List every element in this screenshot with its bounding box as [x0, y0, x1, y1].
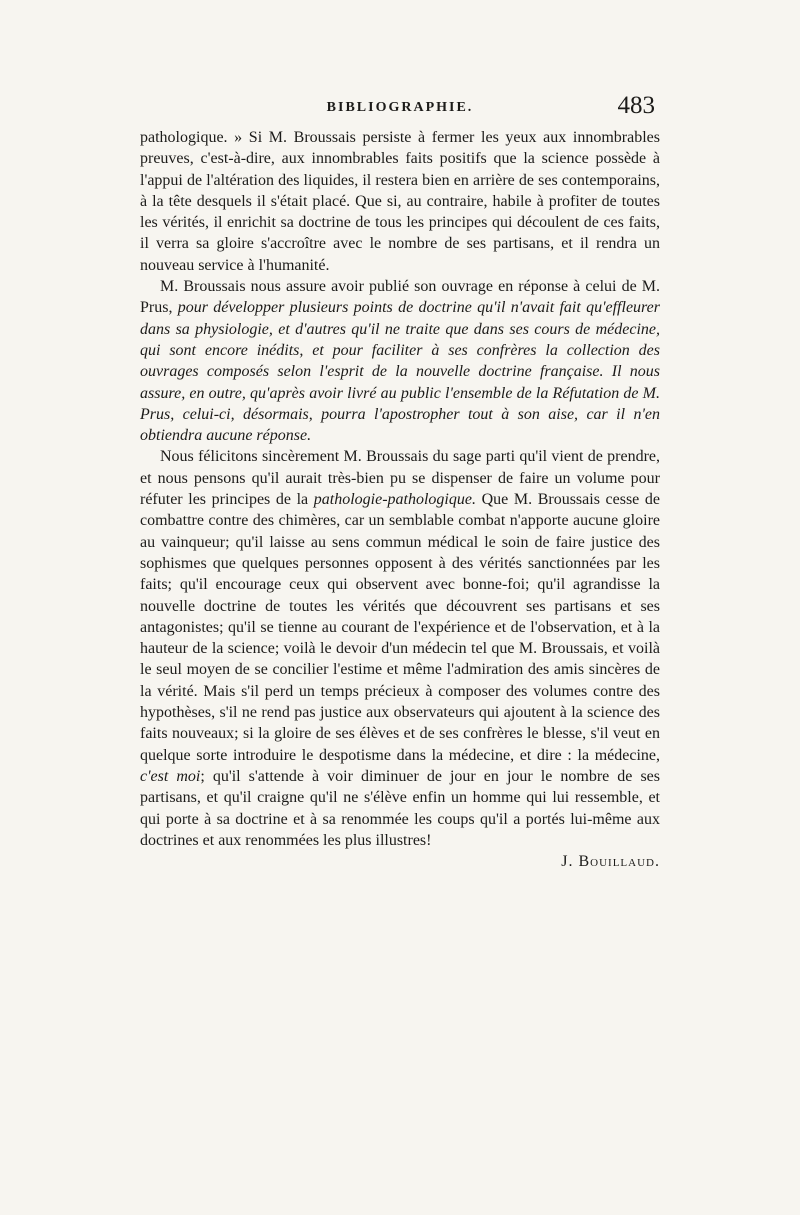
paragraph-1	[140, 127, 660, 276]
paragraph-3	[140, 446, 660, 851]
paragraph-3-text-c: ; qu'il s'attende à voir diminuer de jour en jour le nombre de ses partisans, et qu'il craigne qu'il ne s'élève enfin un homme qui lui ressemble, et qui porte à sa doctrine et à sa renommée les coups qu'il a portés lui-même aux doctrines et aux renommées les plus illustres!	[140, 767, 661, 849]
author-signature: J. Bouillaud.	[561, 853, 660, 871]
paragraph-2-italic-text: pour développer plusieurs points de doctrine qu'il n'avait fait qu'effleurer dans sa physiologie, et d'autres qu'il ne traite que dans ses cours de médecine, qui sont encore inédits, et pour faciliter à ses confrères la collection des ouvrages composés selon l'esprit de la nouvelle doctrine française. Il nous assure, en outre, qu'après avoir livré au public l'ensemble de la Réfutation de M. Prus, celui-ci, désormais, pourra l'apostropher tout à son aise, car il n'en obtiendra aucune réponse.	[140, 299, 661, 445]
paragraph-3-text-b: Que M. Broussais cesse de combattre contre des chimères, car un semblable combat n'apporte aucune gloire au vainqueur; qu'il laisse au sens commun médical le soin de faire justice des sophismes que quelques personnes opposent à des vérités sanctionnées par les faits; qu'il encourage ceux qui observent avec bonne-foi; qu'il agrandisse la nouvelle doctrine de toutes les vérités que découvrent ses partisans et ses antagonistes; qu'il se tienne au courant de l'expérience et de l'observation, et à la hauteur de la science; voilà le devoir d'un médecin tel que M. Broussais, et voilà le seul moyen de se concilier l'estime et même l'admiration des amis sincères de la vérité. Mais s'il perd un temps précieux à composer des volumes contre des hypothèses, s'il ne rend pas justice aux observateurs qui ajoutent à la science des faits nouveaux; si la gloire de ses élèves et de ses confrères le blesse, s'il veut en quelque sorte introduire le despotisme dans la médecine, et dire : la médecine,	[140, 491, 661, 764]
paragraph-3-text-a: Nous félicitons sincèrement M. Broussais du sage parti qu'il vient de prendre, et nous pensons qu'il aurait très-bien pu se dispenser de faire un volume pour réfuter les principes de la	[140, 448, 660, 509]
text-body	[140, 127, 660, 872]
paragraph-2	[140, 276, 660, 446]
paragraph-3-italic-term: pathologie-pathologique.	[313, 491, 476, 509]
running-title: BIBLIOGRAPHIE.	[326, 100, 474, 115]
signature-line	[140, 851, 660, 872]
page-number: 483	[617, 92, 655, 119]
paragraph-1-text: pathologique. » Si M. Broussais persiste à fermer les yeux aux innombrables preuves, c'est-à-dire, aux innombrables faits positifs que la science possède à l'appui de l'altération des liquides, il restera bien en arrière de ses contemporains, à la tête desquels il s'était placé. Que si, au contraire, habile à profiter de toutes les vérités, il enrichit sa doctrine de tous les principes qui découlent de ces faits, il verra sa gloire s'accroître avec le nombre de ses partisans, et il rendra un nouveau service à l'humanité.	[140, 129, 660, 274]
paragraph-3-italic-quote: c'est moi	[140, 767, 201, 785]
running-head	[145, 92, 655, 126]
paragraph-2-text: M. Broussais nous assure avoir publié son ouvrage en réponse à celui de M. Prus,	[140, 278, 660, 317]
